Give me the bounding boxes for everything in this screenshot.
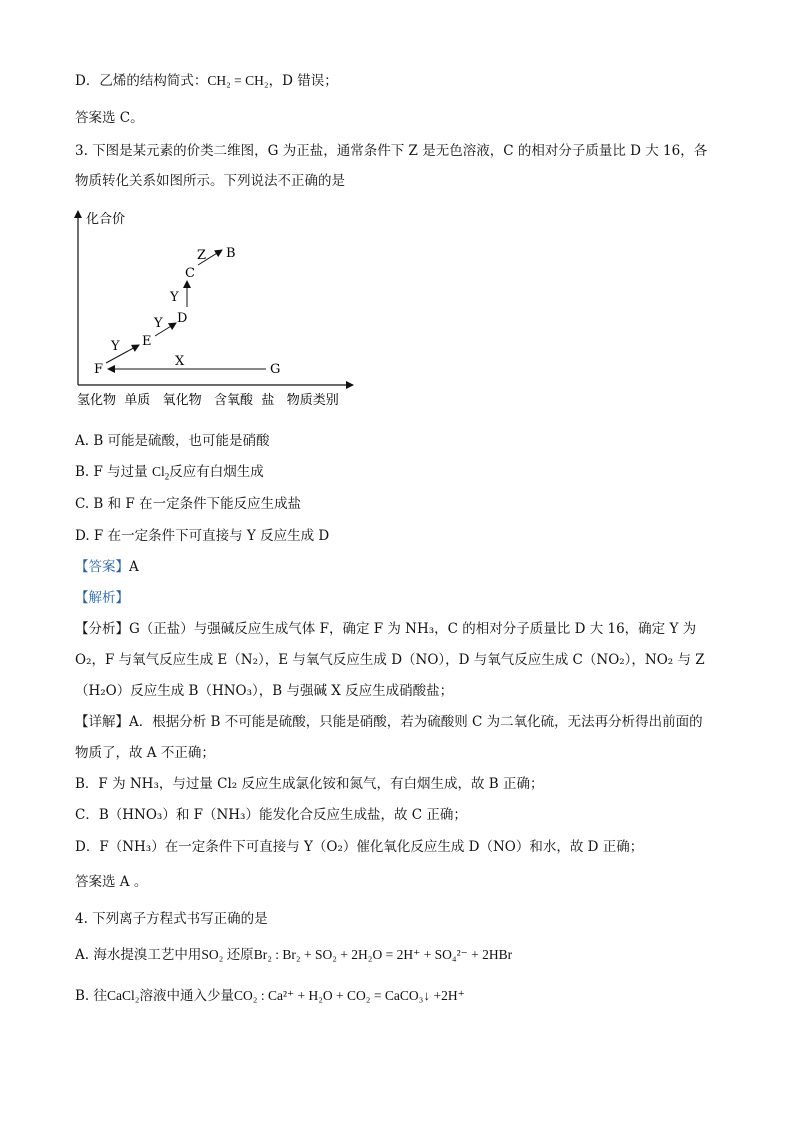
edge-label-y2: Y (154, 316, 163, 331)
answer-tag: 【答案】 (75, 559, 129, 575)
q4-option-a: A. 海水提溴工艺中用SO₂ 还原Br₂ : Br₂ + SO₂ + 2H₂O = 2H⁺ + SO₄²⁻ + 2HBr (75, 947, 513, 963)
q2-option-d: D．乙烯的结构简式：CH₂ = CH₂，D 错误； (75, 73, 338, 89)
edge-label-y3: Y (170, 290, 179, 305)
edge-label-z: Z (197, 248, 207, 263)
q3-stem-line1: 3. 下图是某元素的价类二维图，G 为正盐，通常条件下 Z 是无色溶液，C 的相对分子质量比 D 大 16，各 (75, 143, 708, 159)
edge-label-y1: Y (111, 339, 120, 354)
xiangjie-tag: 【详解】 (75, 714, 129, 730)
q3-option-d: D. F 在一定条件下可直接与 Y 反应生成 D (75, 528, 330, 544)
q3-xiangjie-c: C．B（HNO₃）和 F（NH₃）能发化合反应生成盐，故 C 正确； (75, 807, 467, 823)
answer-value: A (129, 559, 139, 575)
q3-xiangjie-a2: 物质了，故 A 不正确； (75, 745, 215, 761)
q3-xiangjie-a1: 【详解】A．根据分析 B 不可能是硫酸，只能是硝酸，若为硫酸则 C 为二氧化硫，无法再分析得出前面的 (75, 714, 703, 730)
node-g: G (270, 362, 281, 377)
q3-xiangjie-b: B．F 为 NH₃，与过量 Cl₂ 反应生成氯化铵和氮气，有白烟生成，故 B 正确； (75, 776, 544, 792)
node-e: E (142, 334, 152, 349)
ethylene-formula: CH₂ = CH₂ (207, 73, 269, 88)
q4-stem: 4. 下列离子方程式书写正确的是 (75, 911, 268, 927)
x-axis-categories: 氢化物 单质 氧化物 含氧酸 盐 物质类别 (77, 393, 339, 408)
q3-analysis-tag: 【解析】 (75, 590, 129, 606)
y-axis-label: 化合价 (86, 212, 126, 227)
q3-answer (75, 558, 139, 576)
q3-option-c: C. B 和 F 在一定条件下能反应生成盐 (75, 496, 302, 512)
q4-option-b: B. 往CaCl₂溶液中通入少量CO₂ : Ca²⁺ + H₂O + CO₂ = CaCO₃↓ +2H⁺ (75, 988, 465, 1004)
q3-fenxi-line1: 【分析】G（正盐）与强碱反应生成气体 F，确定 F 为 NH₃，C 的相对分子质量比 D 大 16，确定 Y 为 (75, 621, 697, 637)
q3-fenxi-line2: O₂，F 与氧气反应生成 E（N₂），E 与氧气反应生成 D（NO），D 与氧气反应生成 C（NO₂），NO₂ 与 Z (75, 652, 705, 668)
q3-fenxi-line3: （H₂O）反应生成 B（HNO₃），B 与强碱 X 反应生成硝酸盐； (75, 683, 454, 699)
edge-label-x: X (175, 354, 185, 369)
q3-option-b: B. F 与过量 $Cl_2$反应有白烟生成 (75, 464, 264, 482)
q3-xiangjie-d: D．F（NH₃）在一定条件下可直接与 Y（O₂）催化氧化反应生成 D（NO）和水，故 D 正确； (75, 839, 644, 855)
q3-option-a: A. B 可能是硫酸，也可能是硝酸 (75, 433, 270, 449)
node-d: D (177, 311, 188, 326)
fenxi-tag: 【分析】 (75, 621, 129, 637)
node-b: B (226, 246, 236, 261)
valence-class-diagram (70, 205, 370, 410)
q2-answer: 答案选 C。 (75, 110, 144, 126)
q3-stem-line2: 物质转化关系如图所示。下列说法不正确的是 (75, 173, 345, 189)
node-c: C (185, 266, 195, 281)
node-f: F (94, 362, 104, 377)
q3-final-answer: 答案选 A 。 (75, 874, 148, 890)
